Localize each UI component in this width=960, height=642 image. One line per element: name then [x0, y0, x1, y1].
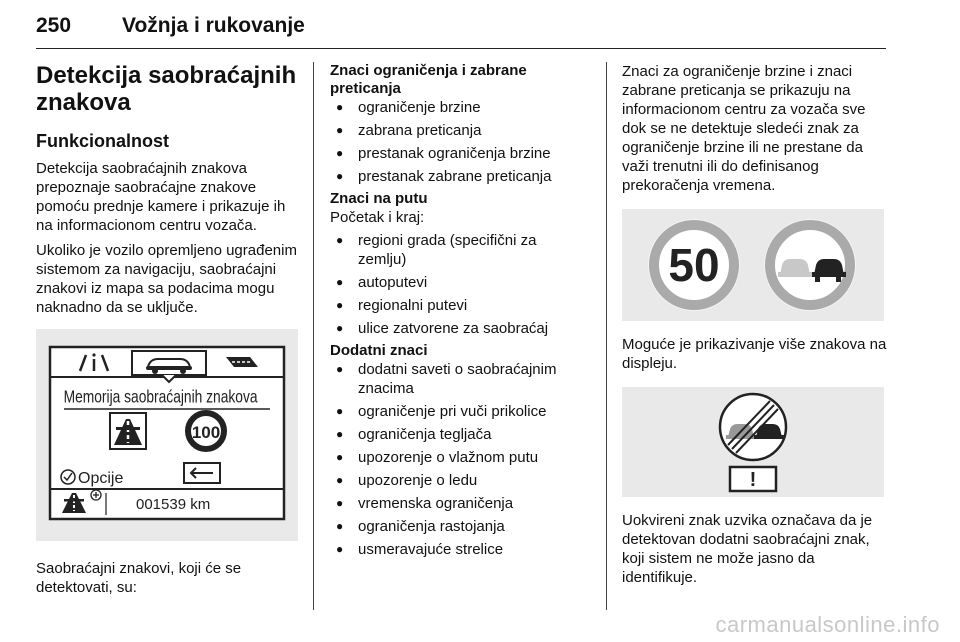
list-item: ● regioni grada (specifični za zemlju): [330, 231, 588, 269]
column-middle: [330, 62, 588, 563]
back-arrow-icon: [184, 463, 220, 483]
paragraph: Moguće je prikazivanje više znakova na displeju.: [622, 336, 887, 372]
paragraph: Uokvireni znak uzvika označava da je detektovan dodatni saobraćajni znak, koji sistem ne može jasno da identifikuje.: [622, 512, 873, 586]
list-item: ● regionalni putevi: [330, 296, 588, 315]
speed-limit-value: 50: [668, 239, 720, 291]
list-item: ● usmeravajuće strelice: [330, 540, 588, 559]
end-of-no-overtaking-sign-icon: [720, 394, 786, 460]
list-item: ● upozorenje o ledu: [330, 471, 588, 490]
plus-badge-icon: [91, 490, 101, 500]
list-item: ● vremenska ograničenja: [330, 494, 588, 513]
list-item: ● prestanak ograničenja brzine: [330, 144, 588, 163]
sign-group-title: Znaci na putu: [330, 190, 428, 207]
paragraph: Ukoliko je vozilo opremljeno ugrađenim sistemom za navigaciju, saobraćajni znakovi iz mapa sa podacima mogu naknadno da se uključe.: [36, 242, 297, 316]
speed-limit-value: 100: [191, 423, 221, 442]
paragraph: Znaci za ograničenje brzine i znaci zabrane preticanja se prikazuju na informacionom centru za vozača sve dok se ne detektuje sledeći znak za ograničenje brzine ili ne prestane da važi trenutni ili do definisanog prekoračenja vremena.: [622, 63, 866, 194]
section-subtitle: Funkcionalnost: [36, 131, 170, 151]
section-title: Detekcija saobraćajnih znakova: [36, 62, 297, 116]
odometer-value: 001539 km: [136, 496, 211, 513]
speed-limit-sign-icon: [648, 219, 740, 311]
speed-limit-sign-icon: [188, 413, 224, 449]
column-divider: [313, 62, 314, 610]
list-item: ● dodatni saveti o saobraćajnim znacima: [330, 360, 588, 398]
sign-group-title: Dodatni znaci: [330, 342, 428, 359]
sign-group: [330, 62, 588, 186]
motorway-sign-icon: [110, 413, 146, 449]
speed-and-overtaking-signs-illustration: [622, 209, 884, 321]
column-left: [36, 62, 300, 603]
display-menu-title: Memorija saobraćajnih znakova: [63, 388, 258, 408]
unidentified-sign-illustration: [622, 387, 884, 497]
watermark: carmanualsonline.info: [715, 612, 940, 637]
sign-group: [330, 342, 588, 559]
bullet-list: [330, 98, 588, 186]
chapter-title: Vožnja i rukovanje: [122, 14, 305, 37]
list-item: ● zabrana preticanja: [330, 121, 588, 140]
options-label: Opcije: [78, 470, 124, 487]
list-item: ● ograničenja tegljača: [330, 425, 588, 444]
list-item: ● ograničenja rastojanja: [330, 517, 588, 536]
sign-group: [330, 190, 588, 338]
list-item: ● ulice zatvorene za saobraćaj: [330, 319, 588, 338]
sign-group-intro: Početak i kraj:: [330, 209, 425, 226]
warning-mark: !: [749, 469, 757, 491]
list-item: ● upozorenje o vlažnom putu: [330, 448, 588, 467]
page-number: 250: [36, 14, 72, 37]
driver-display-illustration: [36, 329, 298, 541]
list-item: ● autoputevi: [330, 273, 588, 292]
page-header: [36, 8, 886, 49]
sign-group-title: Znaci ograničenja i zabrane preticanja: [330, 62, 527, 97]
column-divider: [606, 62, 607, 610]
bullet-list: [330, 360, 588, 559]
paragraph: Detekcija saobraćajnih znakova prepoznaje saobraćajne znakove pomoću prednje kamere i prikazuje ih na informacionom centru vozača.: [36, 160, 286, 234]
list-item: ● ograničenje pri vuči prikolice: [330, 402, 588, 421]
no-overtaking-sign-icon: [764, 219, 856, 311]
list-item: ● ograničenje brzine: [330, 98, 588, 117]
bullet-list: [330, 231, 588, 338]
figure-caption: Saobraćajni znakovi, koji će se detektovati, su:: [36, 560, 242, 596]
list-item: ● prestanak zabrane preticanja: [330, 167, 588, 186]
column-right: [622, 62, 888, 593]
